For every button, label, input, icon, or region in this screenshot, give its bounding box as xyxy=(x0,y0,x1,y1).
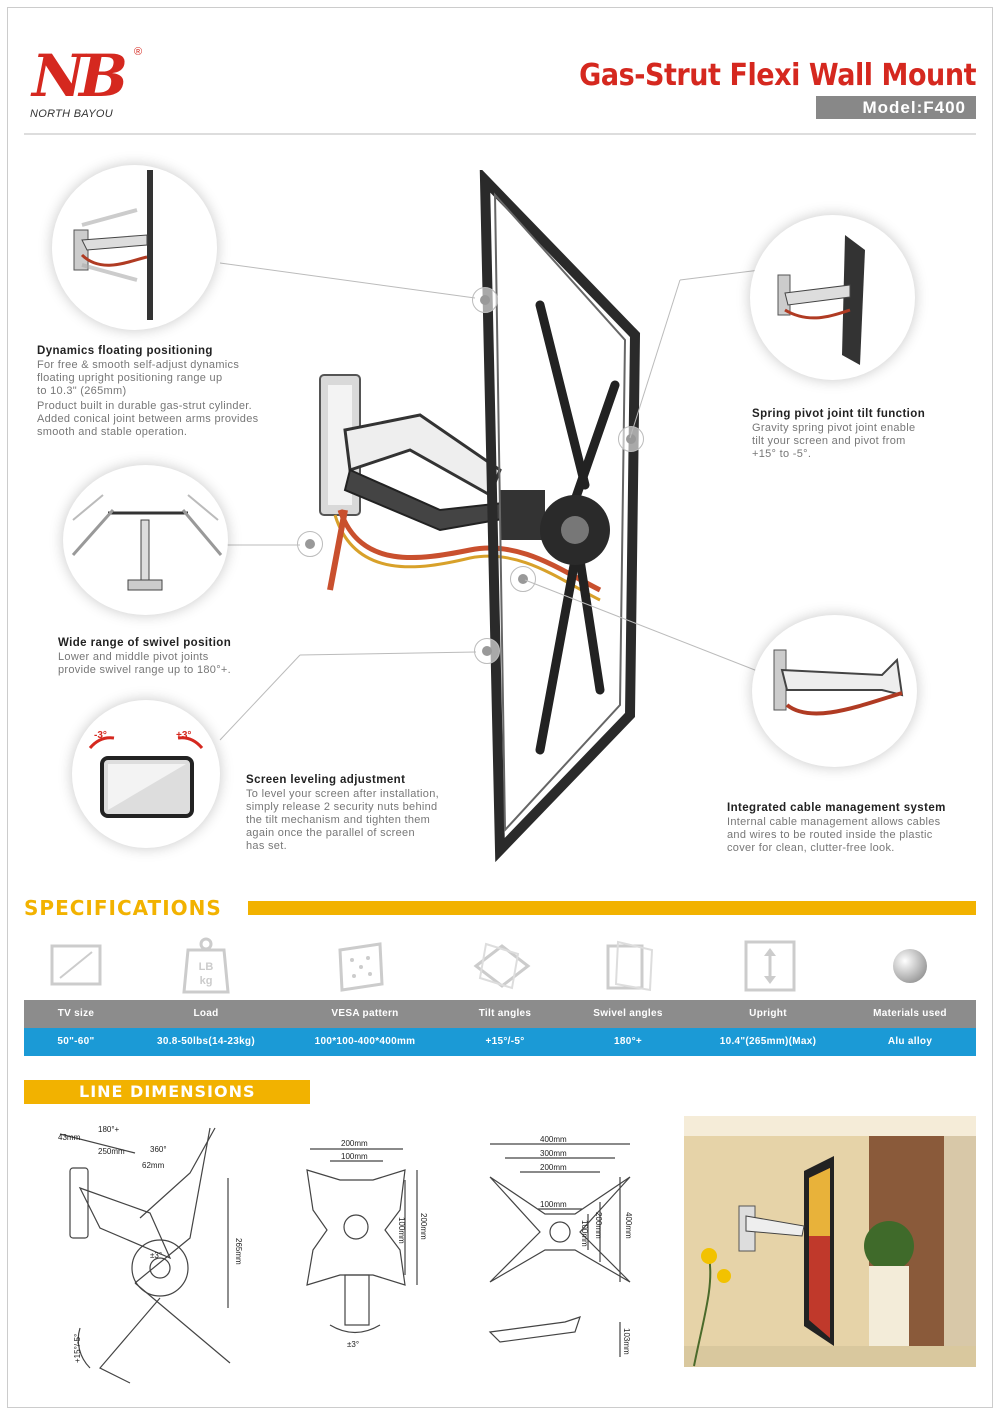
feature-leveling-line: again once the parallel of screen xyxy=(246,827,415,839)
upright-icon xyxy=(740,936,800,996)
large-plate-w400: 400mm xyxy=(540,1135,567,1144)
spec-value-cell: 180°+ xyxy=(613,1036,643,1047)
feature-image-cable xyxy=(752,615,917,767)
swivel-icon xyxy=(600,936,660,996)
room-installation-photo xyxy=(684,1116,976,1367)
brand-name: NORTH BAYOU xyxy=(30,108,113,120)
spec-header-cell: Load xyxy=(193,1008,219,1019)
arm-dim-rot: ±3° xyxy=(150,1251,163,1260)
feature-swivel xyxy=(58,637,298,677)
small-plate-drawing xyxy=(295,1135,445,1355)
feature-dynamics xyxy=(37,345,297,439)
large-plate-w200: 200mm xyxy=(540,1163,567,1172)
large-plate-h100: 100mm xyxy=(580,1220,589,1247)
arm-dim-360: 360° xyxy=(150,1145,167,1154)
feature-dynamics-line: floating upright positioning range up xyxy=(37,372,223,384)
feature-cable xyxy=(727,802,977,855)
large-plate-h400: 400mm xyxy=(624,1212,633,1239)
small-plate-w200: 200mm xyxy=(341,1139,368,1148)
feature-dynamics-line: smooth and stable operation. xyxy=(37,426,188,438)
feature-swivel-line: Lower and middle pivot joints xyxy=(58,651,209,663)
small-plate-w100: 100mm xyxy=(341,1152,368,1161)
leveling-plus-label: +3° xyxy=(176,730,192,741)
spec-value-cell: +15°/-5° xyxy=(485,1036,525,1047)
spec-value-row xyxy=(24,1028,976,1056)
brand-logo xyxy=(30,42,143,122)
spec-header-cell: VESA pattern xyxy=(331,1008,399,1019)
arm-dimension-drawing xyxy=(40,1118,280,1398)
feature-image-swivel xyxy=(63,465,228,615)
spec-value-cell: 30.8-50lbs(14-23kg) xyxy=(157,1036,255,1047)
arm-dim-tilt: +15°/-5° xyxy=(73,1333,82,1363)
feature-dynamics-line: Product built in durable gas-strut cylinder. xyxy=(37,400,252,412)
spec-header-cell: Swivel angles xyxy=(593,1008,663,1019)
main-product-image xyxy=(300,170,650,870)
callout-dot-spring xyxy=(618,426,644,452)
large-plate-drawing xyxy=(470,1132,660,1362)
feature-cable-line: cover for clean, clutter-free look. xyxy=(727,842,895,854)
feature-spring xyxy=(752,408,982,461)
spec-header-cell: TV size xyxy=(57,1008,95,1019)
small-plate-h200: 200mm xyxy=(419,1213,428,1240)
feature-dynamics-line: For free & smooth self-adjust dynamics xyxy=(37,359,240,371)
header-divider xyxy=(24,133,976,135)
arm-dim-62: 62mm xyxy=(142,1161,165,1170)
arm-dim-43: 43mm xyxy=(58,1133,81,1142)
material-icon xyxy=(880,936,940,996)
feature-leveling-line: the tilt mechanism and tighten them xyxy=(246,814,431,826)
feature-dynamics-line: Added conical joint between arms provides xyxy=(37,413,259,425)
feature-leveling xyxy=(246,774,466,853)
tv-size-icon xyxy=(46,936,106,996)
feature-spring-line: +15° to -5°. xyxy=(752,448,812,460)
feature-image-leveling xyxy=(72,700,220,848)
spec-value-cell: 100*100-400*400mm xyxy=(314,1036,416,1047)
callout-dot-swivel xyxy=(297,531,323,557)
arm-dim-180: 180°+ xyxy=(98,1125,120,1134)
feature-swivel-line: provide swivel range up to 180°+. xyxy=(58,664,231,676)
feature-leveling-line: To level your screen after installation, xyxy=(246,788,439,800)
line-dimensions-heading: LINE DIMENSIONS xyxy=(24,1080,310,1104)
feature-cable-title: Integrated cable management system xyxy=(727,802,946,814)
feature-spring-line: Gravity spring pivot joint enable xyxy=(752,422,916,434)
large-plate-w300: 300mm xyxy=(540,1149,567,1158)
arm-dim-265: 265mm xyxy=(234,1238,243,1265)
large-plate-h200: 200mm xyxy=(594,1212,603,1239)
feature-cable-line: Internal cable management allows cables xyxy=(727,816,941,828)
registered-mark: ® xyxy=(134,46,143,58)
spec-icons-row xyxy=(24,936,976,996)
feature-dynamics-line: to 10.3" (265mm) xyxy=(37,385,127,397)
feature-leveling-line: simply release 2 security nuts behind xyxy=(246,801,438,813)
feature-spring-title: Spring pivot joint tilt function xyxy=(752,408,926,420)
spec-value-cell: 10.4"(265mm)(Max) xyxy=(719,1036,817,1047)
feature-swivel-title: Wide range of swivel position xyxy=(58,637,232,649)
weight-icon xyxy=(176,936,236,996)
callout-dot-dynamics xyxy=(472,287,498,313)
logo-mark: NB xyxy=(32,42,123,110)
spec-header-cell: Tilt angles xyxy=(478,1008,532,1019)
tilt-icon xyxy=(472,936,532,996)
feature-cable-line: and wires to be routed inside the plastic xyxy=(727,829,933,841)
arm-dim-250: 250mm xyxy=(98,1147,125,1156)
large-plate-depth: 103mm xyxy=(622,1328,631,1355)
model-badge: Model:F400 xyxy=(816,96,976,119)
feature-dynamics-title: Dynamics floating positioning xyxy=(37,345,213,357)
specifications-heading: SPECIFICATIONS xyxy=(24,896,222,920)
feature-spring-line: tilt your screen and pivot from xyxy=(752,435,906,447)
callout-dot-cable xyxy=(510,566,536,592)
spec-value-cell: Alu alloy xyxy=(887,1036,933,1047)
weight-icon-top: LB xyxy=(198,961,214,973)
spec-header-row xyxy=(24,1000,976,1028)
leveling-minus-label: -3° xyxy=(94,730,107,741)
spec-value-cell: 50"-60" xyxy=(57,1036,95,1047)
feature-image-spring xyxy=(750,215,915,380)
feature-leveling-line: has set. xyxy=(246,840,287,852)
spec-header-cell: Upright xyxy=(749,1008,787,1019)
small-plate-h100: 100mm xyxy=(397,1217,406,1244)
spec-header-cell: Materials used xyxy=(873,1008,947,1019)
feature-image-dynamics xyxy=(52,165,217,330)
small-plate-rot: ±3° xyxy=(347,1340,360,1349)
page-title: Gas-Strut Flexi Wall Mount xyxy=(579,58,976,93)
large-plate-w100: 100mm xyxy=(540,1200,567,1209)
vesa-icon xyxy=(330,936,390,996)
specifications-bar xyxy=(248,901,976,915)
feature-leveling-title: Screen leveling adjustment xyxy=(246,774,406,786)
weight-icon-bottom: kg xyxy=(199,975,213,987)
callout-dot-leveling xyxy=(474,638,500,664)
